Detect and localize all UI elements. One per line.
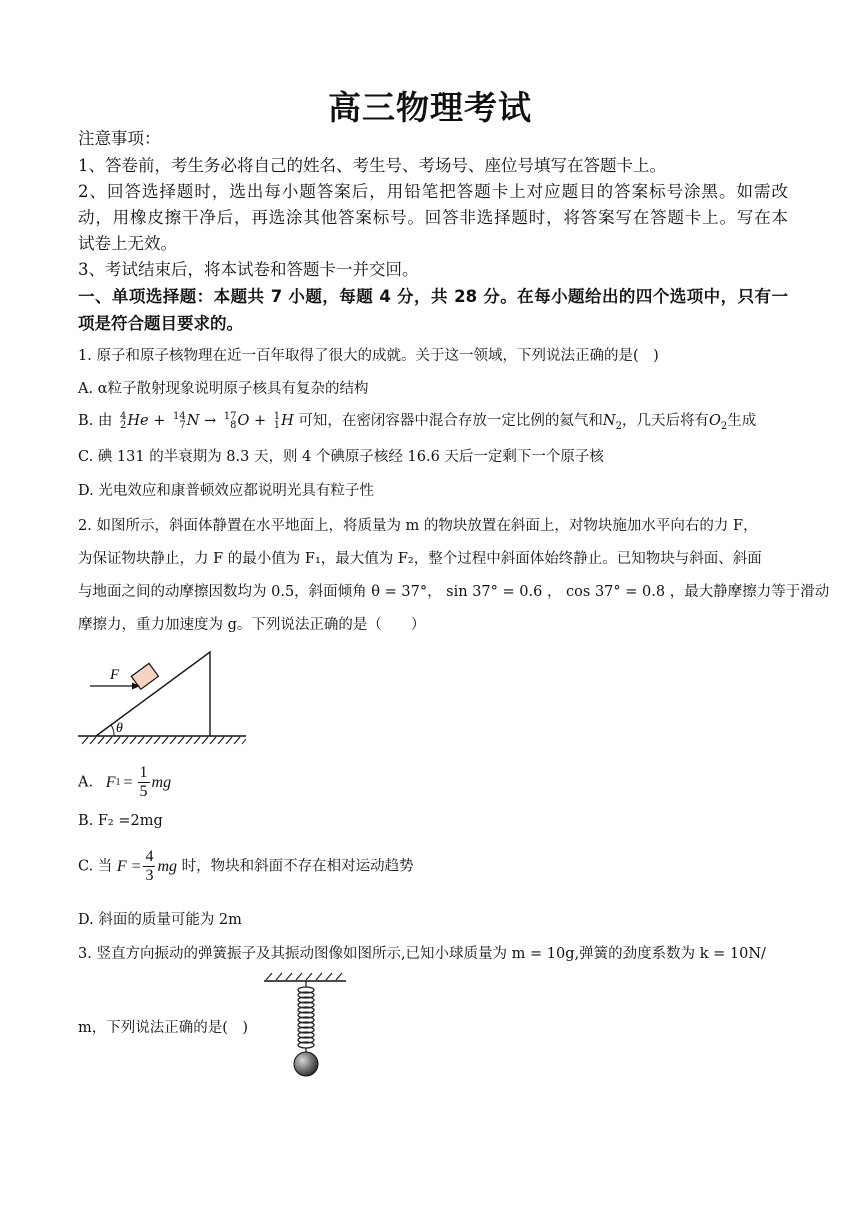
- q1-b-text: 可知，在密闭容器中混合存放一定比例的氦气和: [298, 413, 603, 429]
- q2-option-d: D. 斜面的质量可能为 2m: [78, 912, 242, 928]
- q1-option-b: [78, 410, 788, 438]
- n-isotope: 14 7: [172, 411, 186, 431]
- plus-sign: +: [254, 413, 267, 429]
- ground-hatching: [82, 737, 246, 744]
- he-isotope: 4 2: [119, 411, 127, 431]
- q2-stem-line: 2. 如图所示，斜面体静置在水平地面上，将质量为 m 的物块放置在斜面上，对物块施加水平向右的力 F，: [78, 518, 758, 534]
- notice-item: 动，用橡皮擦干净后，再选涂其他答案标号。回答非选择题时，将答案写在答题卡上。写在本: [78, 208, 788, 227]
- he-symbol: He: [127, 413, 149, 429]
- o-isotope: 17 8: [223, 411, 237, 431]
- formula-c: F = $\frac{4}{3}$ mg: [116, 848, 178, 884]
- q1-option-d: D. 光电效应和康普顿效应都说明光具有粒子性: [78, 483, 374, 499]
- incline-figure: [78, 648, 250, 748]
- angle-arc: [111, 725, 114, 736]
- q2-option-c: [78, 848, 788, 885]
- n-symbol: N: [186, 413, 200, 429]
- n2-subscript: 2: [615, 420, 622, 432]
- plus-sign: +: [153, 413, 166, 429]
- h-isotope: 1 1: [273, 411, 281, 431]
- formula-a: F 1 = $\frac{1}{5}$ mg: [105, 764, 172, 800]
- h-symbol: H: [281, 413, 294, 429]
- q1-stem: 1. 原子和原子核物理在近一百年取得了很大的成就。关于这一领域，下列说法正确的是( ): [78, 348, 659, 364]
- ceiling-hatching: [266, 973, 342, 980]
- o-symbol: O: [237, 413, 250, 429]
- q2-stem-line: 与地面之间的动摩擦因数均为 0.5，斜面倾角 θ = 37°， sin 37° = 0.6 ， cos 37° = 0.8 ，最大静摩擦力等于滑动: [78, 584, 830, 600]
- option-text: C. 当: [78, 858, 113, 875]
- notice-heading: 注意事项：: [78, 129, 161, 148]
- incline-triangle: [96, 652, 210, 736]
- option-text: 时，物块和斜面不存在相对运动趋势: [181, 858, 414, 875]
- page-title: 高三物理考试: [328, 88, 532, 127]
- option-letter: A.: [78, 774, 94, 791]
- q3-stem-cont: m，下列说法正确的是( ): [78, 1020, 249, 1036]
- n2-symbol: N: [602, 413, 616, 429]
- q1-option-c: C. 碘 131 的半衰期为 8.3 天，则 4 个碘原子核经 16.6 天后一定剩下一个原子核: [78, 449, 604, 465]
- q2-option-b: B. F₂ =2mg: [78, 813, 163, 829]
- angle-label: θ: [116, 721, 123, 736]
- q2-stem-line: 为保证物块静止，力 F 的最小值为 F₁，最大值为 F₂，整个过程中斜面体始终静止。已知物块与斜面、斜面: [78, 551, 762, 567]
- notice-item: 3、考试结束后，将本试卷和答题卡一并交回。: [78, 260, 419, 279]
- arrow-icon: →: [204, 413, 217, 429]
- o2-subscript: 2: [720, 420, 728, 432]
- section-heading-cont: 项是符合题目要求的。: [78, 314, 243, 333]
- notice-item: 2、回答选择题时，选出每小题答案后，用铅笔把答题卡上对应题目的答案标号涂黑。如需改: [78, 182, 788, 201]
- q1-option-a: A. α粒子散射现象说明原子核具有复杂的结构: [78, 381, 369, 397]
- q2-stem-line: 摩擦力，重力加速度为 g。下列说法正确的是（ ）: [78, 617, 426, 633]
- q1-b-text: ，几天后将有: [621, 413, 709, 429]
- force-label: F: [110, 667, 120, 683]
- ball: [294, 1052, 318, 1076]
- q2-option-a: [78, 764, 788, 801]
- notice-item: 1、答卷前，考生务必将自己的姓名、考生号、考场号、座位号填写在答题卡上。: [78, 156, 666, 175]
- o2-symbol: O: [708, 413, 721, 429]
- q1-b-prefix: B. 由: [78, 413, 113, 429]
- section-heading: 一、单项选择题：本题共 7 小题，每题 4 分，共 28 分。在每小题给出的四个选项中，只有一: [78, 287, 788, 306]
- q1-b-text: 生成: [727, 413, 757, 429]
- q3-stem: 3. 竖直方向振动的弹簧振子及其振动图像如图所示,已知小球质量为 m = 10g,弹簧的劲度系数为 k = 10N/: [78, 946, 766, 962]
- notice-item: 试卷上无效。: [78, 234, 177, 253]
